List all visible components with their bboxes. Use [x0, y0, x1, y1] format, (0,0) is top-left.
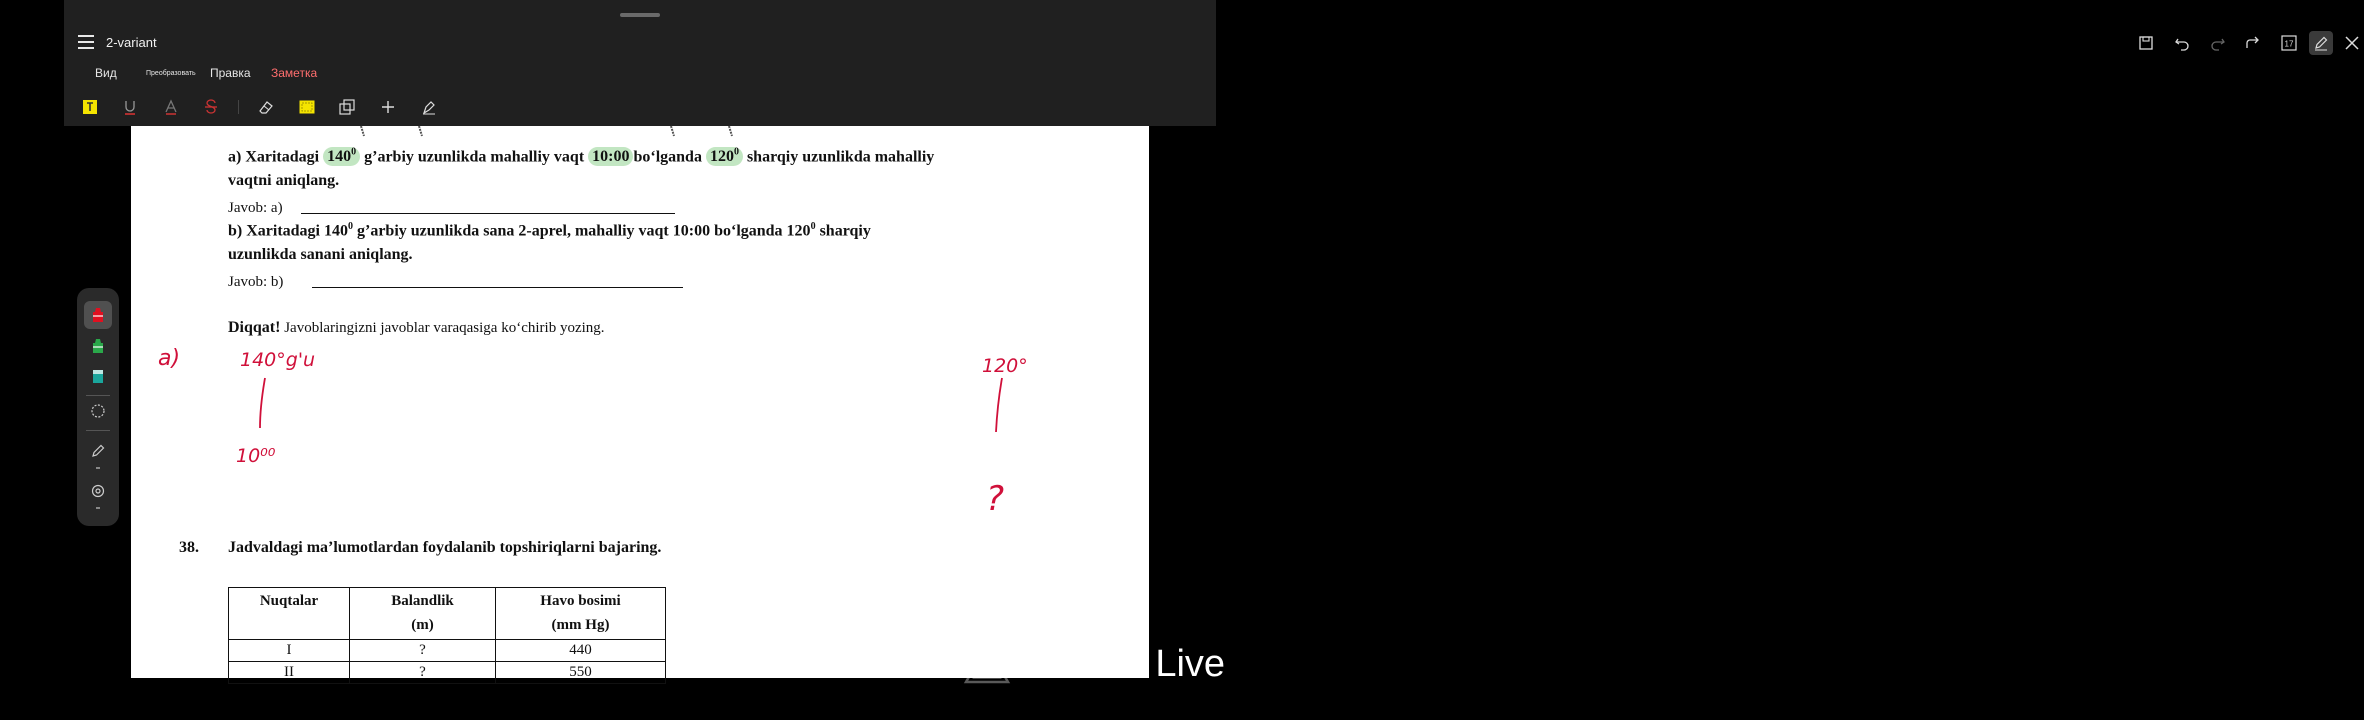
- answer-b-label: Javob: b): [228, 274, 284, 290]
- table-header: Havo bosimi (mm Hg): [496, 588, 666, 640]
- green-marker-icon[interactable]: [84, 332, 112, 360]
- menu-convert[interactable]: Преобразовать: [146, 70, 196, 77]
- page-count: 17: [2284, 39, 2294, 49]
- close-icon[interactable]: [2340, 31, 2364, 55]
- table-cell: 550: [496, 662, 666, 684]
- table-cell: ?: [350, 640, 496, 662]
- page-count-icon[interactable]: [2277, 31, 2301, 55]
- handwriting-a-label: a): [158, 346, 181, 371]
- answer-a-label: Javob: a): [228, 200, 283, 216]
- pen-sidebar: [77, 288, 119, 526]
- table-cell: I: [229, 640, 350, 662]
- annotate-pen-icon[interactable]: [2309, 31, 2333, 55]
- table-cell: II: [229, 662, 350, 684]
- teal-marker-icon[interactable]: [84, 362, 112, 390]
- save-icon[interactable]: [2134, 31, 2158, 55]
- prism-live-watermark: [964, 642, 1225, 686]
- handwriting-left-stroke: [260, 378, 265, 428]
- table-header: Balandlik (m): [350, 588, 496, 640]
- menu-edit[interactable]: Правка: [210, 66, 251, 80]
- chevron-down-icon[interactable]: [96, 467, 100, 469]
- notice: Diqqat! Javoblaringizni javoblar varaqasiga ko‘chirib yozing.: [228, 319, 605, 336]
- handwriting-left-bottom: 10⁰⁰: [236, 445, 276, 467]
- sidebar-divider: [86, 430, 110, 431]
- table-cell: ?: [350, 662, 496, 684]
- document-title: 2-variant: [106, 35, 157, 50]
- handwriting-left-top: 140°g'u: [240, 349, 316, 371]
- highlight-140: $140^0$: [323, 147, 360, 166]
- highlight-120: $120^0$: [706, 147, 743, 166]
- watermark-product: Live: [1155, 642, 1226, 685]
- watermark-brand: PRISM: [1018, 642, 1144, 685]
- lasso-icon[interactable]: [84, 397, 112, 425]
- highlight-1000: 10:00: [588, 147, 633, 166]
- prism-logo-icon: [964, 644, 1010, 684]
- question-b-line1: b) Xaritadagi $140^0$ g’arbiy uzunlikda sana 2-aprel, mahalliy vaqt 10:00 bo‘lganda $120^0$ sharqiy: [228, 221, 871, 240]
- handwriting-right-top: 120°: [982, 355, 1028, 377]
- question-b-line2: uzunlikda sanani aniqlang.: [228, 246, 413, 263]
- question-38-text: Jadvaldagi ma’lumotlardan foydalanib topshiriqlarni bajaring.: [228, 539, 662, 556]
- menu-note[interactable]: Заметка: [271, 66, 318, 80]
- share-icon[interactable]: [2241, 31, 2265, 55]
- table-cell: 440: [496, 640, 666, 662]
- question-a-line1: a) Xaritadagi $140^0$ g’arbiy uzunlikda mahalliy vaqt 10:00 bo‘lganda $120^0$ sharqiy uzunlikda mahalliy: [228, 147, 935, 166]
- chevron-down-icon[interactable]: [96, 507, 100, 509]
- handwriting-right-bottom: ?: [986, 479, 1005, 519]
- undo-icon[interactable]: [2170, 31, 2194, 55]
- redo-icon[interactable]: [2206, 31, 2230, 55]
- table-header: Nuqtalar: [229, 588, 350, 640]
- sidebar-divider: [86, 395, 110, 396]
- pencil-icon[interactable]: [84, 437, 112, 465]
- red-marker-icon[interactable]: [84, 301, 112, 329]
- question-a-line2: vaqtni aniqlang.: [228, 172, 340, 189]
- menu-view[interactable]: Вид: [95, 66, 117, 80]
- question-38-number: 38.: [179, 539, 199, 556]
- settings-icon[interactable]: [84, 477, 112, 505]
- handwriting-right-stroke: [996, 378, 1002, 432]
